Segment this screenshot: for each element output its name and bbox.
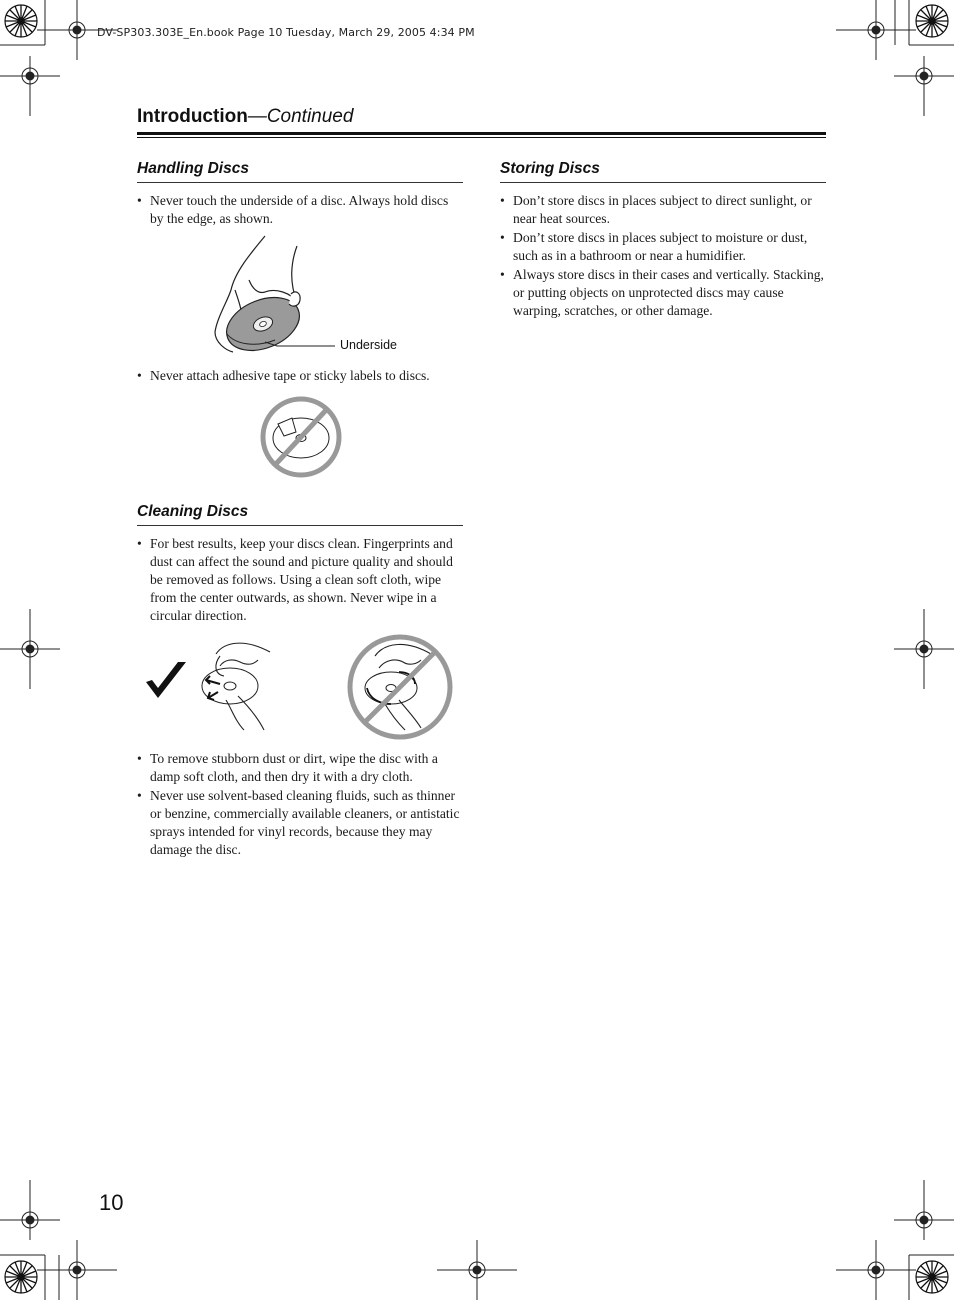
cleaning-discs-section	[137, 503, 463, 626]
list-item: • Don’t store discs in places subject to moisture or dust, such as in a bathroom or near a humidifier.	[500, 229, 826, 265]
list-item: • To remove stubborn dust or dirt, wipe the disc with a damp soft cloth, and then dry it with a dry cloth.	[137, 750, 463, 786]
section-title	[137, 106, 353, 128]
section-title-continued: —Continued	[247, 106, 354, 127]
handling-discs-section-2	[137, 367, 463, 386]
list-item: • Don’t store discs in places subject to direct sunlight, or near heat sources.	[500, 192, 826, 228]
page-number: 10	[99, 1190, 124, 1215]
section-title-main: Introduction	[137, 106, 248, 127]
title-rule	[137, 132, 826, 135]
checkmark-icon	[146, 662, 186, 698]
no-stickers-prohibition-icon	[258, 394, 344, 480]
list-item: • Never touch the underside of a disc. Always hold discs by the edge, as shown.	[137, 192, 463, 228]
handling-discs-section	[137, 160, 463, 229]
underside-label: Underside	[340, 338, 397, 352]
title-rule-thin	[137, 137, 826, 138]
incorrect-wiping-prohibition-icon	[345, 632, 455, 742]
correct-wiping-illustration	[140, 634, 280, 734]
list-item: • Always store discs in their cases and vertically. Stacking, or putting objects on unprotected discs may cause warping, scratches, or other damage.	[500, 266, 826, 320]
cleaning-discs-section-2	[137, 750, 463, 860]
list-item: • Never use solvent-based cleaning fluids, such as thinner or benzine, commercially available cleaners, or antistatic sprays intended for vinyl records, because they may damage the disc.	[137, 787, 463, 859]
cleaning-discs-heading: Cleaning Discs	[137, 503, 463, 526]
list-item: • For best results, keep your discs clean. Fingerprints and dust can affect the sound and picture quality and should be removed as follows. Using a clean soft cloth, wipe from the center outwards, as shown. Never wipe in a circular direction.	[137, 535, 463, 625]
storing-discs-heading: Storing Discs	[500, 160, 826, 183]
storing-discs-section	[500, 160, 826, 321]
handling-discs-heading: Handling Discs	[137, 160, 463, 183]
print-header: DV-SP303.303E_En.book Page 10 Tuesday, March 29, 2005 4:34 PM	[97, 26, 475, 39]
list-item: • Never attach adhesive tape or sticky labels to discs.	[137, 367, 463, 385]
